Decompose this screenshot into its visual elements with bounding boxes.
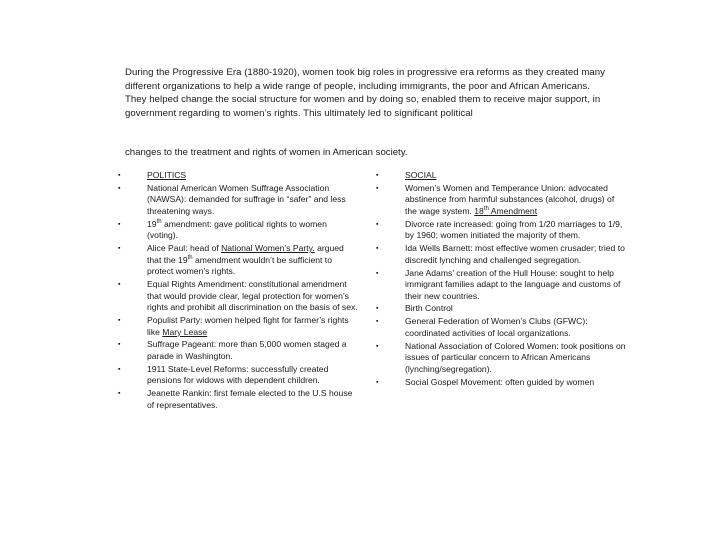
list-item xyxy=(376,183,626,218)
list-item xyxy=(118,243,358,278)
social-item-wctu: Women’s Women and Temperance Union: advocated abstinence from harmful substances (alcohol, drugs) of the wage system. xyxy=(405,182,615,216)
list-item xyxy=(376,341,626,376)
list-item xyxy=(118,364,358,387)
alice-rest-sup: th xyxy=(187,254,193,261)
social-item-gfwc: General Federation of Women’s Clubs (GFWC): coordinated activities of local organizations. xyxy=(405,316,588,338)
bullet-icon: ▪ xyxy=(118,220,121,228)
list-item xyxy=(118,183,358,218)
bullet-icon: ▪ xyxy=(376,245,379,253)
list-item xyxy=(118,315,358,338)
bullet-icon: ▪ xyxy=(376,269,379,277)
closing-paragraph xyxy=(125,146,605,160)
bullet-icon: ▪ xyxy=(118,390,121,398)
list-item xyxy=(376,316,626,339)
list-item xyxy=(376,170,626,182)
social-item-gospel: Social Gospel Movement: often guided by women xyxy=(405,376,595,387)
social-heading: SOCIAL xyxy=(405,170,437,180)
amendment-18-word: Amendment xyxy=(490,205,538,216)
bullet-icon: ▪ xyxy=(118,245,121,253)
politics-item-1911: 1911 State-Level Reforms: successfully created pensions for widows with dependent children. xyxy=(147,363,329,386)
closing-text: changes to the treatment and rights of women in American society. xyxy=(125,147,408,158)
list-item xyxy=(118,279,358,314)
social-item-divorce: Divorce rate increased: going from 1/20 marriages to 1/9, by 1960; women initiated the majority of them. xyxy=(405,218,623,241)
politics-item-pageant: Suffrage Pageant: more than 5,000 women staged a parade in Washington. xyxy=(147,339,347,362)
amendment-19-number: 19 xyxy=(147,218,157,229)
bullet-icon: ▪ xyxy=(118,341,121,349)
social-item-birth-control: Birth Control xyxy=(405,303,453,314)
list-item xyxy=(376,268,626,303)
nwp-link[interactable]: National Women’s Party. xyxy=(221,243,315,254)
amendment-18-suffix: th xyxy=(483,206,489,213)
bullet-icon: ▪ xyxy=(376,220,379,228)
bullet-icon: ▪ xyxy=(118,365,121,373)
politics-list xyxy=(118,170,358,411)
politics-item-rankin: Jeanette Rankin: first female elected to the U.S house of representatives. xyxy=(147,388,353,410)
politics-item-19th: amendment: gave political rights to women (voting). xyxy=(147,218,327,241)
bullet-icon: ▪ xyxy=(376,318,379,326)
alice-rest-post: amendment wouldn’t be sufficient to protect women’s rights. xyxy=(147,254,332,277)
social-item-hull-house: Jane Adams’ creation of the Hull House: sought to help immigrant families adapt to the language and customs of their new countries. xyxy=(405,267,621,301)
politics-item-alice: Alice Paul: head of xyxy=(147,243,222,254)
politics-item-populist: Populist Party: women helped fight for farmer’s rights like xyxy=(147,315,349,337)
bullet-icon: ▪ xyxy=(376,342,379,350)
bullet-icon: ▪ xyxy=(118,317,121,325)
politics-column xyxy=(118,170,358,413)
bullet-icon: ▪ xyxy=(118,184,121,192)
list-item xyxy=(376,243,626,266)
alice-rest-pre: argued that the 19 xyxy=(147,243,344,265)
list-item xyxy=(118,170,358,182)
politics-item-nawsa: National American Women Suffrage Association (NAWSA): demanded for suffrage in “safer” and less threatening ways. xyxy=(147,182,346,216)
politics-heading: POLITICS xyxy=(147,170,187,180)
intro-paragraph xyxy=(125,66,605,120)
bullet-icon: ▪ xyxy=(376,184,379,192)
social-column xyxy=(376,170,626,389)
list-item xyxy=(118,388,358,411)
intro-text: During the Progressive Era (1880-1920), women took big roles in progressive era reforms as they created many different organizations to help a wide range of people, including immigrants, the poor and African Americans. They helped change the social structure for women and by doing so, enabled them to receive major support, in government regarding to women’s rights. This ultimately led to significant political xyxy=(125,67,605,119)
bullet-icon: ▪ xyxy=(376,172,379,179)
bullet-icon: ▪ xyxy=(376,378,379,386)
list-item xyxy=(376,303,626,315)
bullet-icon: ▪ xyxy=(376,305,379,313)
social-item-nacw: National Association of Colored Women: took positions on issues of particular concern to African Americans (lynching/segregation). xyxy=(405,340,626,374)
social-list xyxy=(376,170,626,388)
list-item xyxy=(376,219,626,242)
amendment-18-link[interactable] xyxy=(474,206,537,216)
bullet-icon: ▪ xyxy=(118,281,121,289)
list-item xyxy=(118,219,358,242)
list-item xyxy=(376,377,626,389)
politics-item-era: Equal Rights Amendment: constitutional amendment that would provide clear, legal protection for women’s rights and prohibit all discrimination on the basis of sex. xyxy=(147,279,358,313)
bullet-icon: ▪ xyxy=(118,172,121,179)
amendment-19-suffix: th xyxy=(156,218,162,225)
list-item xyxy=(118,339,358,362)
social-item-ida-wells: Ida Wells Barnett: most effective women crusader; tried to discredit lynching and challenged segregation. xyxy=(405,243,625,265)
mary-lease-link[interactable]: Mary Lease xyxy=(162,326,208,337)
amendment-18-number: 18 xyxy=(474,205,484,216)
